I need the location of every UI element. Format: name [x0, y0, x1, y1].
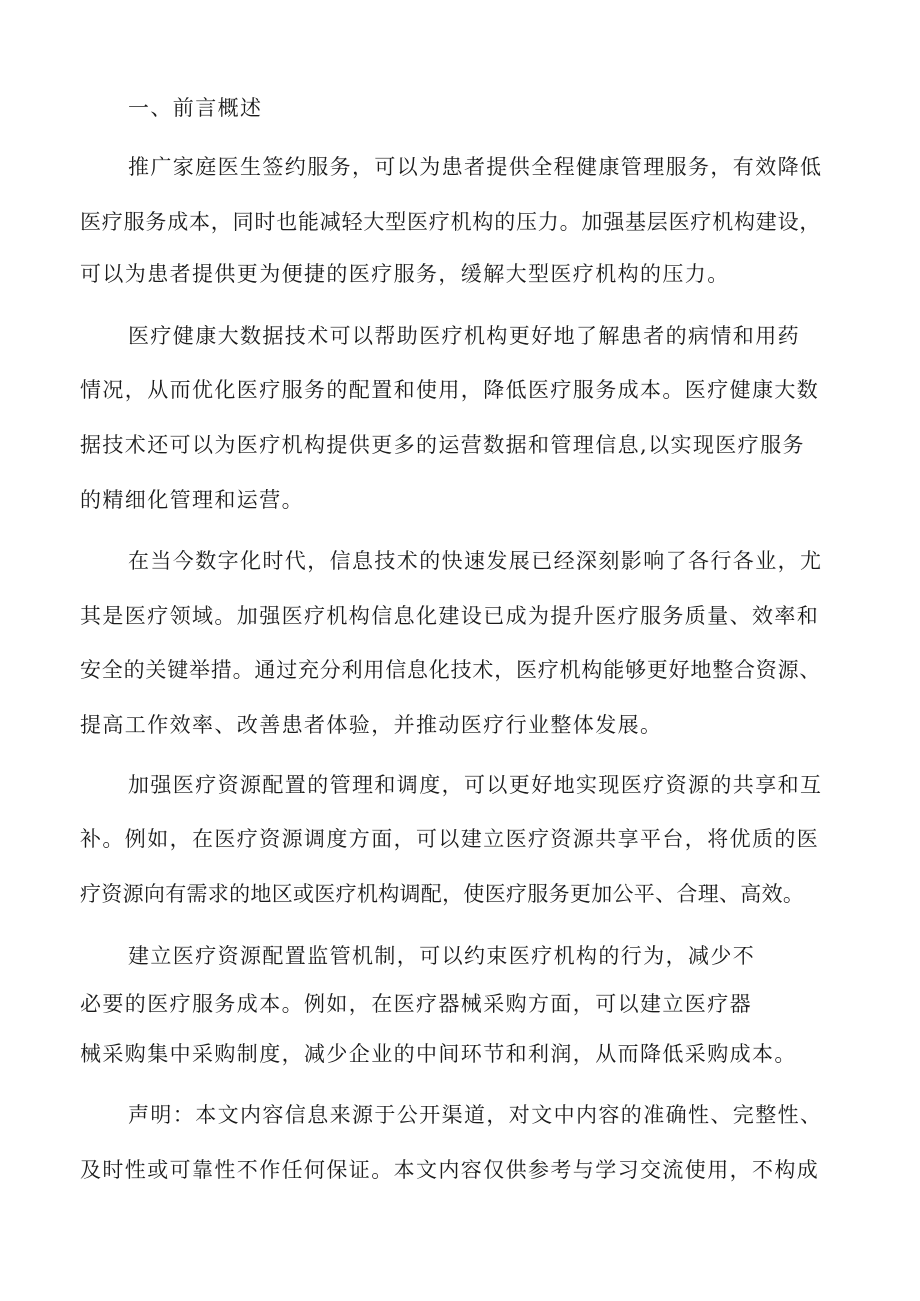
paragraph-3-line-4: 提高工作效率、改善患者体验，并推动医疗行业整体发展。: [80, 713, 663, 737]
disclaimer-line-2: 及时性或可靠性不作任何保证。本文内容仅供参考与学习交流使用，不构成: [80, 1158, 820, 1182]
paragraph-4-line-1: 加强医疗资源配置的管理和调度，可以更好地实现医疗资源的共享和互: [128, 773, 823, 797]
section-heading: 一、前言概述: [128, 96, 263, 120]
disclaimer-line-1: 声明：本文内容信息来源于公开渠道，对文中内容的准确性、完整性、: [128, 1103, 823, 1127]
paragraph-2-line-3: 据技术还可以为医疗机构提供更多的运营数据和管理信息,以实现医疗服务: [80, 433, 805, 457]
paragraph-3-line-3: 安全的关键举措。通过充分利用信息化技术，医疗机构能够更好地整合资源、: [80, 658, 822, 682]
paragraph-5-line-2: 必要的医疗服务成本。例如，在医疗器械采购方面，可以建立医疗器: [80, 992, 752, 1016]
paragraph-3-line-2: 其是医疗领域。加强医疗机构信息化建设已成为提升医疗服务质量、效率和: [80, 604, 820, 628]
paragraph-2-line-1: 医疗健康大数据技术可以帮助医疗机构更好地了解患者的病情和用药: [128, 324, 800, 348]
paragraph-5-line-1: 建立医疗资源配置监管机制，可以约束医疗机构的行为，减少不: [128, 944, 756, 968]
paragraph-1-line-2: 医疗服务成本，同时也能减轻大型医疗机构的压力。加强基层医疗机构建设，: [80, 210, 822, 234]
paragraph-1-line-1: 推广家庭医生签约服务，可以为患者提供全程健康管理服务，有效降低: [128, 155, 823, 179]
paragraph-5-line-3: 械采购集中采购制度，减少企业的中间环节和利润，从而降低采购成本。: [80, 1042, 797, 1066]
paragraph-4-line-3: 疗资源向有需求的地区或医疗机构调配，使医疗服务更加公平、合理、高效。: [80, 882, 805, 906]
paragraph-2-line-2: 情况，从而优化医疗服务的配置和使用，降低医疗服务成本。医疗健康大数: [80, 378, 820, 402]
paragraph-3-line-1: 在当今数字化时代，信息技术的快速发展已经深刻影响了各行各业，尤: [128, 549, 823, 573]
paragraph-2-line-4: 的精细化管理和运营。: [80, 488, 304, 512]
paragraph-1-line-3: 可以为患者提供更为便捷的医疗服务，缓解大型医疗机构的压力。: [80, 262, 730, 286]
paragraph-4-line-2: 补。例如，在医疗资源调度方面，可以建立医疗资源共享平台，将优质的医: [80, 827, 820, 851]
